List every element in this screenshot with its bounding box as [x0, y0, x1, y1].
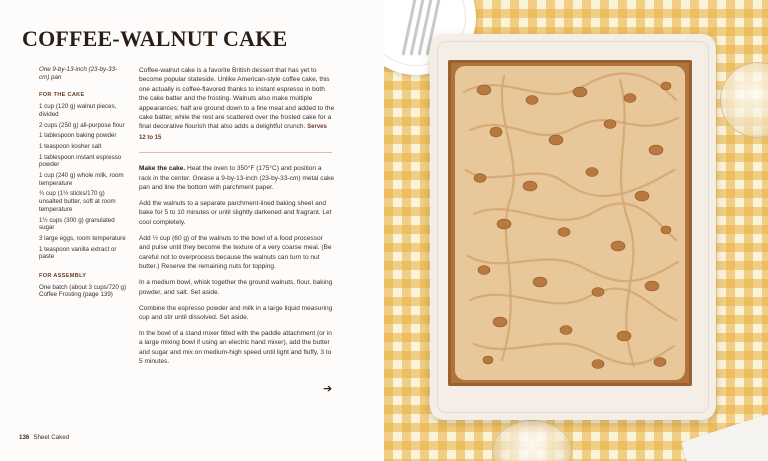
- walnut: [645, 281, 659, 291]
- walnut: [483, 356, 493, 364]
- walnut: [497, 219, 511, 229]
- ingredient-item: 1 tablespoon baking powder: [39, 132, 117, 140]
- walnut: [624, 94, 636, 103]
- walnut: [549, 135, 563, 145]
- ingredient-item: ¾ cup (1½ sticks/170 g) unsalted butter, soft at room temperature: [39, 190, 116, 213]
- method-step: [139, 304, 335, 323]
- walnut: [493, 317, 507, 327]
- walnut: [592, 288, 604, 297]
- step-text: Combine the espresso powder and milk in a large liquid measuring cup and stir until dissolved. Set aside.: [139, 304, 333, 321]
- walnut: [611, 241, 625, 251]
- walnut: [604, 120, 616, 129]
- ingredient-item: 1 teaspoon kosher salt: [39, 142, 102, 150]
- method-step: [139, 329, 335, 367]
- recipe-title: COFFEE-WALNUT CAKE: [22, 26, 288, 51]
- walnut: [573, 87, 587, 97]
- method-column: [139, 66, 335, 373]
- continue-arrow-icon: ➔: [323, 382, 333, 395]
- walnut: [490, 127, 502, 137]
- book-section: Sheet Caked: [33, 434, 70, 441]
- page-number: 136: [19, 434, 30, 441]
- walnut: [526, 96, 538, 105]
- walnut: [478, 266, 490, 275]
- method-step: [139, 234, 335, 272]
- step-text: Add ½ cup (60 g) of the walnuts to the bowl of a food processor and pulse until they become the texture of a very coarse meal. (Be careful not to overprocess because the walnuts can turn to nut butter.) Reserve the remaining nuts for topping.: [139, 234, 332, 271]
- divider: [139, 152, 332, 153]
- walnut: [533, 277, 547, 287]
- step-text: Add the walnuts to a separate parchment-lined baking sheet and bake for 5 to 10 minutes or until slightly darkened and fragrant. Let cool completely.: [139, 200, 332, 226]
- ingredient-item: 1 teaspoon vanilla extract or paste: [39, 245, 117, 261]
- step-text: Heat the oven to 350°F (175°C) and position a rack in the center. Grease a 9-by-13-inch (23-by-33-cm) metal cake pan and line the bottom with parchment paper.: [139, 165, 335, 192]
- method-step: [139, 278, 335, 297]
- section-heading-assembly: FOR ASSEMBLY: [39, 273, 87, 280]
- ingredients-column: [39, 66, 127, 302]
- method-step: [139, 199, 335, 227]
- walnut: [654, 358, 666, 367]
- method-step: [139, 164, 335, 192]
- page-footer: [19, 434, 69, 441]
- walnut: [523, 181, 537, 191]
- ingredient-item: One batch (about 3 cups/720 g) Coffee Frosting (page 139): [39, 283, 127, 299]
- walnut: [474, 174, 486, 183]
- walnut: [558, 228, 570, 237]
- step-text: In the bowl of a stand mixer fitted with the paddle attachment (or in a large mixing bowl if using an electric hand mixer), add the butter and sugar and mix on medium-high speed until light and fluffy, 3 to 5 minutes.: [139, 329, 332, 366]
- ingredient-item: 1½ cups (300 g) granulated sugar: [39, 216, 115, 232]
- walnut: [477, 85, 491, 95]
- walnut: [661, 226, 671, 234]
- section-heading-cake: FOR THE CAKE: [39, 92, 85, 99]
- intro-paragraph: [139, 66, 335, 143]
- walnut: [586, 168, 598, 177]
- walnut-toppings: [384, 0, 768, 461]
- ingredient-item: 3 large eggs, room temperature: [39, 234, 126, 242]
- ingredient-item: 1 cup (120 g) walnut pieces, divided: [39, 103, 117, 118]
- ingredient-item: 1 cup (240 g) whole milk, room temperature: [39, 172, 124, 187]
- step-lead: Make the cake.: [139, 165, 186, 173]
- walnut: [635, 191, 649, 201]
- walnut: [617, 331, 631, 341]
- ingredient-item: 2 cups (250 g) all-purpose flour: [39, 121, 125, 129]
- ingredient-item: 1 tablespoon instant espresso powder: [39, 153, 122, 169]
- intro-text: Coffee-walnut cake is a favorite British dessert that has yet to become popular stateside. Unlike American-style coffee cake, this one actually is coffee-flavored thanks to instant espresso in both the cake batter and the frosting. Walnuts also make multiple appearances; half are ground down to a fine meal and added to the cake batter, while the rest are scattered over the frosted cake for a final decorative flourish that also adds a delightful crunch.: [139, 67, 335, 131]
- walnut: [592, 360, 604, 369]
- walnut: [560, 326, 572, 335]
- pan-note: One 9-by-13-inch (23-by-33-cm) pan: [39, 66, 118, 81]
- serves-label: Serves 12 to 15: [139, 124, 327, 141]
- cake-photo: [384, 0, 768, 461]
- walnut: [649, 145, 663, 155]
- step-text: In a medium bowl, whisk together the ground walnuts, flour, baking powder, and salt. Set aside.: [139, 279, 333, 296]
- walnut: [661, 82, 671, 90]
